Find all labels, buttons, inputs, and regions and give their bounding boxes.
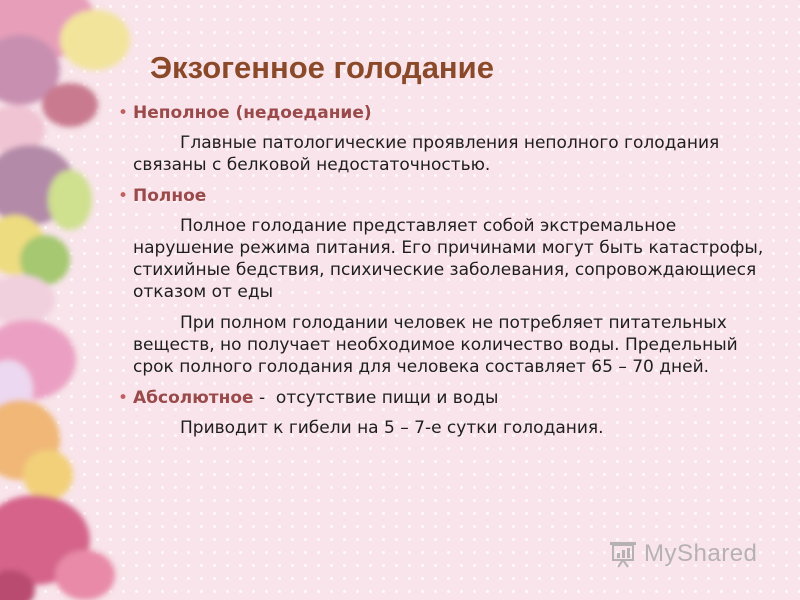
bullet-heading: Полное — [133, 186, 207, 206]
bullet-item — [118, 185, 778, 207]
paragraph: При полном голодании человек не потребляет питательных веществ, но получает необходимое количество воды. Предельный срок полного голодания для человека составляет 65 – 70 дней. — [133, 313, 738, 377]
bullet-suffix: - отсутствие пищи и воды — [253, 388, 499, 408]
presentation-board-icon — [608, 539, 638, 569]
bullet-heading: Неполное (недоедание) — [133, 103, 372, 123]
paragraph: Полное голодание представляет собой экстремальное нарушение режима питания. Его причинами могут быть катастрофы, стихийные бедствия, психические заболевания, сопровождающиеся отказом от еды — [133, 216, 764, 302]
paragraph: Приводит к гибели на 5 – 7-е сутки голодания. — [180, 418, 604, 438]
slide-content — [118, 102, 778, 448]
bullet-heading: Абсолютное — [133, 388, 254, 408]
bullet-item — [118, 102, 778, 124]
paragraph: Главные патологические проявления неполного голодания связаны с белковой недостаточностью. — [133, 133, 720, 175]
watermark-logo — [608, 537, 757, 571]
watermark-text: MyShared — [644, 540, 758, 567]
bullet-item — [118, 387, 778, 409]
slide-title: Экзогенное голодание — [150, 50, 494, 85]
